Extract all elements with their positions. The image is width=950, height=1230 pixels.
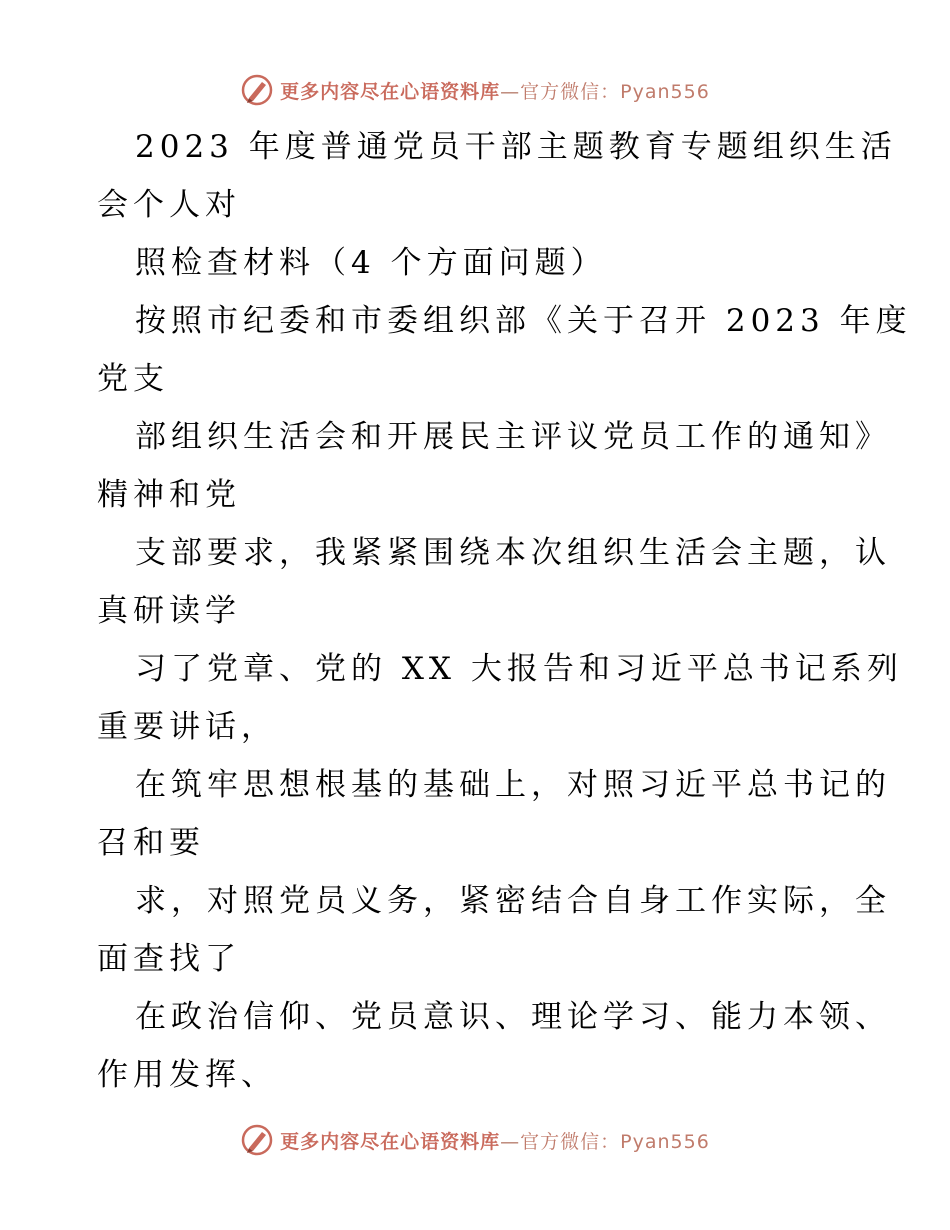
paragraph-line: 重要讲话， xyxy=(97,709,277,745)
paragraph-line: 在筑牢思想根基的基础上，对照习近平总书记的 xyxy=(135,767,891,803)
watermark-tail: 官方微信：Pyan556 xyxy=(520,80,710,103)
paragraph-line: 支部要求，我紧紧围绕本次组织生活会主题，认 xyxy=(135,535,891,571)
watermark-text xyxy=(280,77,710,104)
watermark-separator: — xyxy=(500,1130,521,1153)
paragraph-line: 党支 xyxy=(97,361,169,397)
paragraph-line: 召和要 xyxy=(97,825,205,861)
document-body xyxy=(97,118,912,1104)
watermark-main: 更多内容尽在心语资料库 xyxy=(280,80,501,103)
paragraph-line: 作用发挥、 xyxy=(97,1057,277,1093)
watermark-text xyxy=(280,1127,710,1154)
pen-logo-icon xyxy=(240,1123,274,1157)
paragraph-line: 部组织生活会和开展民主评议党员工作的通知》 xyxy=(135,419,891,455)
pen-logo-icon xyxy=(240,73,274,107)
paragraph-line: 面查找了 xyxy=(97,941,241,977)
paragraph-line: 按照市纪委和市委组织部《关于召开 2023 年度 xyxy=(135,303,912,339)
title-line-1: 2023 年度普通党员干部主题教育专题组织生活 xyxy=(135,129,897,165)
watermark-tail: 官方微信：Pyan556 xyxy=(520,1130,710,1153)
header-watermark xyxy=(0,70,950,110)
paragraph-line: 真研读学 xyxy=(97,593,241,629)
watermark-main: 更多内容尽在心语资料库 xyxy=(280,1130,501,1153)
paragraph-line: 求，对照党员义务，紧密结合自身工作实际，全 xyxy=(135,883,891,919)
title-line-3: 照检查材料（4 个方面问题） xyxy=(135,245,607,281)
paragraph-line: 习了党章、党的 XX 大报告和习近平总书记系列 xyxy=(135,651,903,687)
title-line-2: 会个人对 xyxy=(97,187,241,223)
paragraph-line: 精神和党 xyxy=(97,477,241,513)
footer-watermark xyxy=(0,1120,950,1160)
paragraph-line: 在政治信仰、党员意识、理论学习、能力本领、 xyxy=(135,999,891,1035)
watermark-separator: — xyxy=(500,80,521,103)
